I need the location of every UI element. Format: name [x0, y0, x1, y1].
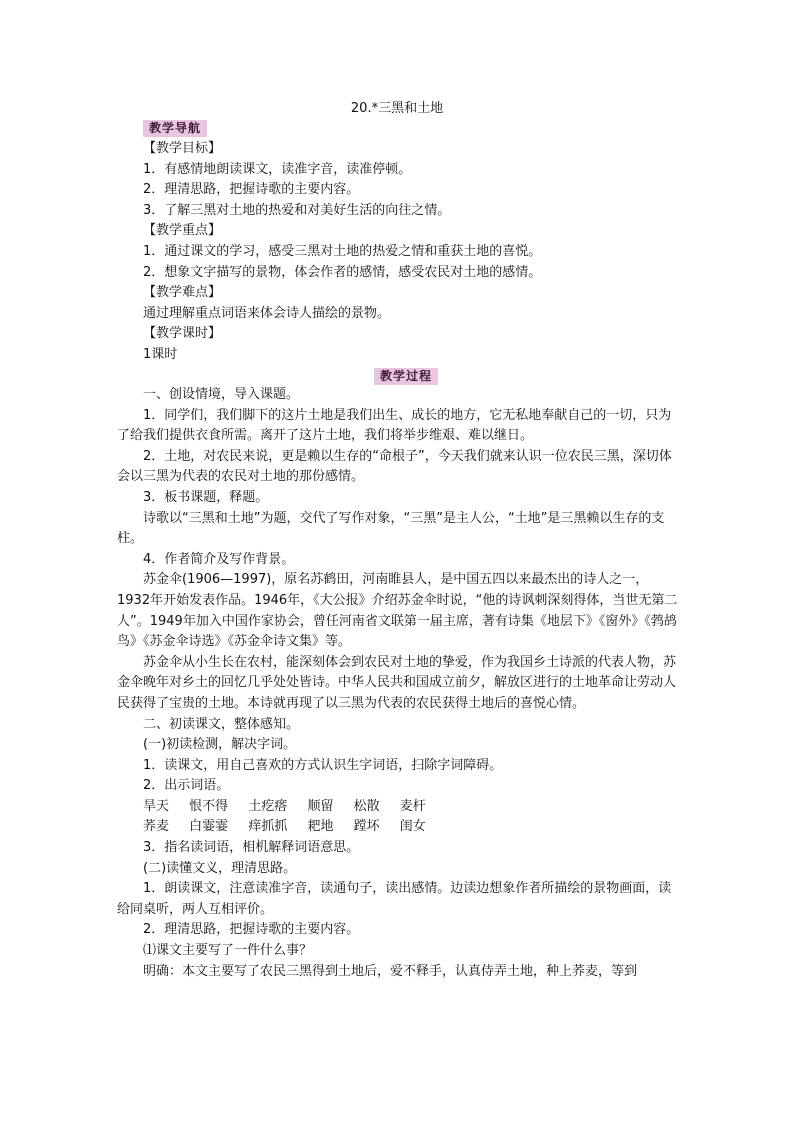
- paragraph: 诗歌以“三黑和土地”为题，交代了写作对象，“三黑”是主人公，“土地”是三黑赖以生存的支柱。: [117, 510, 665, 547]
- vocab-word: 旱天: [143, 798, 170, 814]
- difficulty-text: 通过理解重点词语来体会诗人描绘的景物。: [143, 305, 391, 321]
- vocab-word: 耙地: [307, 819, 334, 835]
- vocab-word: 蹚坏: [353, 819, 380, 835]
- paragraph: 1．同学们，我们脚下的这片土地是我们出生、成长的地方，它无私地奉献自己的一切，只为了给我们提供衣食所需。离开了这片土地，我们将举步维艰、难以继日。: [117, 407, 672, 444]
- focus-item: 1．通过课文的学习，感受三黑对土地的热爱之情和重获土地的喜悦。: [143, 243, 542, 259]
- goal-item: 3．了解三黑对土地的热爱和对美好生活的向往之情。: [143, 202, 451, 218]
- vocab-word: 土疙瘩: [248, 798, 288, 814]
- paragraph: 一、创设情境，导入课题。: [143, 387, 300, 402]
- vocabulary-row: [117, 797, 679, 818]
- paragraph: 1．朗读课文，注意读准字音，读通句子，读出感情。边读边想象作者所描绘的景物画面，读给同桌听，两人互相评价。: [117, 881, 672, 917]
- goal-item: 2．理清思路，把握诗歌的主要内容。: [143, 182, 360, 198]
- vocab-word: 顺留: [307, 798, 334, 814]
- paragraph: 苏金伞(1906—1997)，原名苏鹤田，河南睢县人，是中国五四以来最杰出的诗人之一，1932年开始发表作品。1946年，《大公报》介绍苏金伞时说，“他的诗讽刺深刻得体，当世无第二人”。1949年加入中国作家协会，曾任河南省文联第一届主席，著有诗集《地层下》《窗外》《鹁鸪鸟》《苏金伞诗选》《苏金伞诗文集》等。: [117, 572, 678, 650]
- page-title: 20.*三黑和土地: [350, 101, 444, 116]
- focus-item: 2．想象文字描写的景物，体会作者的感情，感受农民对土地的感情。: [143, 264, 542, 280]
- vocabulary-row: [117, 817, 679, 838]
- goals-heading: 【教学目标】: [143, 141, 222, 156]
- vocab-word: 白霎霎: [189, 819, 229, 835]
- paragraph: 3．板书课题，释题。: [143, 489, 269, 505]
- vocab-word: 闺女: [399, 819, 426, 835]
- vocab-word: 松散: [353, 798, 380, 814]
- paragraph: 2．出示词语。: [143, 778, 230, 794]
- vocab-word: 痒抓抓: [248, 819, 288, 835]
- paragraph: (一)初读检测，解决字词。: [143, 737, 297, 753]
- teaching-process-section: [117, 385, 679, 982]
- vocab-word: 荞麦: [143, 819, 170, 835]
- paragraph: 苏金伞从小生长在农村，能深刻体会到农民对土地的挚爱，作为我国乡土诗派的代表人物，苏金伞晚年对乡土的回忆几乎处处皆诗。中华人民共和国成立前夕，解放区进行的土地革命让劳动人民获得了宝贵的土地。本诗就再现了以三黑为代表的农民获得土地后的喜悦心情。: [117, 654, 677, 711]
- goal-item: 1．有感情地朗读课文，读准字音，读准停顿。: [143, 161, 412, 177]
- vocab-word: 恨不得: [189, 798, 229, 814]
- section-banner-teaching-guide: 教学导航: [143, 120, 207, 137]
- paragraph: 2．理清思路，把握诗歌的主要内容。: [143, 922, 360, 938]
- paragraph: 明确：本文主要写了农民三黑得到土地后，爱不释手，认真侍弄土地，种上荞麦，等到: [143, 963, 638, 979]
- paragraph: 3．指名读词语，相机解释词语意思。: [143, 840, 360, 856]
- paragraph: 二、初读课文，整体感知。: [143, 716, 300, 732]
- paragraph: 2．土地，对农民来说，更是赖以生存的“命根子”，今天我们就来认识一位农民三黑，深切体会以三黑为代表的农民对土地的那份感情。: [117, 448, 672, 485]
- section-banner-teaching-process: 教学过程: [374, 368, 438, 385]
- focus-heading: 【教学重点】: [143, 223, 222, 239]
- teaching-guide-section: [117, 139, 679, 366]
- hours-text: 1课时: [143, 346, 178, 362]
- paragraph: 4．作者简介及写作背景。: [143, 551, 295, 567]
- hours-heading: 【教学课时】: [143, 326, 222, 342]
- paragraph: ⑴课文主要写了一件什么事？: [143, 943, 313, 959]
- paragraph: (二)读懂文义，理清思路。: [143, 860, 297, 876]
- difficulty-heading: 【教学难点】: [143, 285, 222, 301]
- vocab-word: 麦杆: [399, 798, 426, 814]
- paragraph: 1．读课文，用自己喜欢的方式认识生字词语，扫除字词障碍。: [143, 757, 503, 773]
